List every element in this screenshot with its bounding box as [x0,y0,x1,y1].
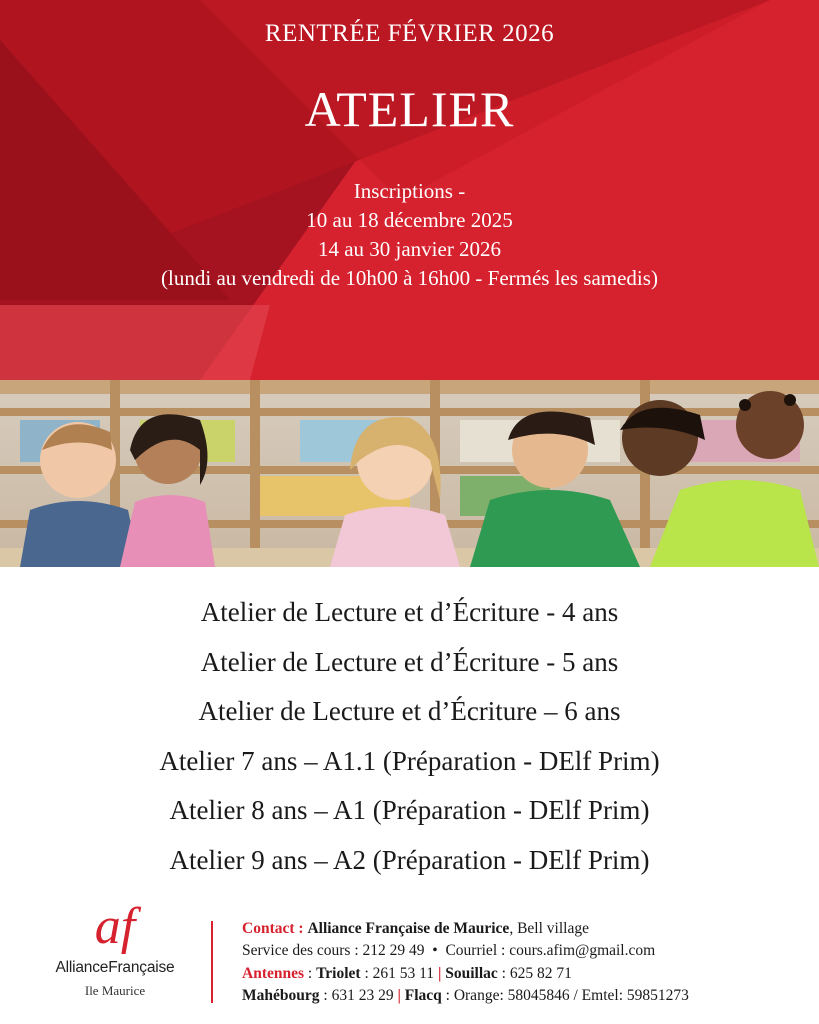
af-logo-icon [85,899,145,957]
header-banner [0,0,819,380]
contact-label: Contact : [242,920,304,937]
registration-dates-december: 10 au 18 décembre 2025 [306,208,513,232]
svg-text:af: af [94,899,136,955]
classroom-illustration [0,380,819,567]
triolet-phone: 261 53 11 [372,964,435,982]
service-phone: 212 29 49 [362,942,425,960]
antennes-label: Antennes [242,964,305,982]
course-list [0,588,819,885]
logo-brand-text: AllianceFrançaise [55,959,175,976]
course-item-atelier-9: Atelier 9 ans – A2 (Préparation - DElf Prim) [169,844,650,875]
org-name: Alliance Française de Maurice [307,920,510,937]
course-item-reading-writing-6: Atelier de Lecture et d’Écriture – 6 ans [198,696,621,726]
mahebourg-phone: 631 23 29 [331,986,394,1004]
souillac-phone: 625 82 71 [509,964,572,982]
course-item-atelier-8: Atelier 8 ans – A1 (Préparation - DElf Prim) [169,795,650,825]
contact-email[interactable]: cours.afim@gmail.com [509,942,656,960]
org-location: , Bell village [509,920,589,937]
contact-line-main [242,918,689,940]
alliance-francaise-logo [30,895,200,1015]
course-item-reading-writing-4: Atelier de Lecture et d’Écriture - 4 ans [200,597,619,627]
contact-info [242,918,689,1007]
children-classroom-photo [0,380,819,567]
contact-line-branches: Mahébourg : 631 23 29 | Flacq : Orange: 58045846 / Emtel: 59851273 [242,986,689,1004]
page-title: ATELIER [304,81,515,137]
contact-line-antennes: Antennes : Triolet : 261 53 11 | Souillac : 625 82 71 [242,964,572,982]
registration-info [0,177,819,293]
course-item-reading-writing-5: Atelier de Lecture et d’Écriture - 5 ans [200,646,619,677]
contact-line-service: Service des cours : 212 29 49 • Courriel : cours.afim@gmail.com [242,942,656,960]
registration-label: Inscriptions - [353,179,466,203]
logo-branch-text: Ile Maurice [84,983,146,998]
season-title: RENTRÉE FÉVRIER 2026 [264,20,555,47]
registration-hours: (lundi au vendredi de 10h00 à 16h00 - Fermés les samedis) [161,266,658,290]
registration-dates-january: 14 au 30 janvier 2026 [317,237,502,261]
course-item-atelier-7: Atelier 7 ans – A1.1 (Préparation - DElf Prim) [159,745,660,776]
footer-divider [211,921,213,1003]
flacq-phones: Orange: 58045846 / Emtel: 59851273 [453,986,689,1004]
footer [0,895,819,1024]
